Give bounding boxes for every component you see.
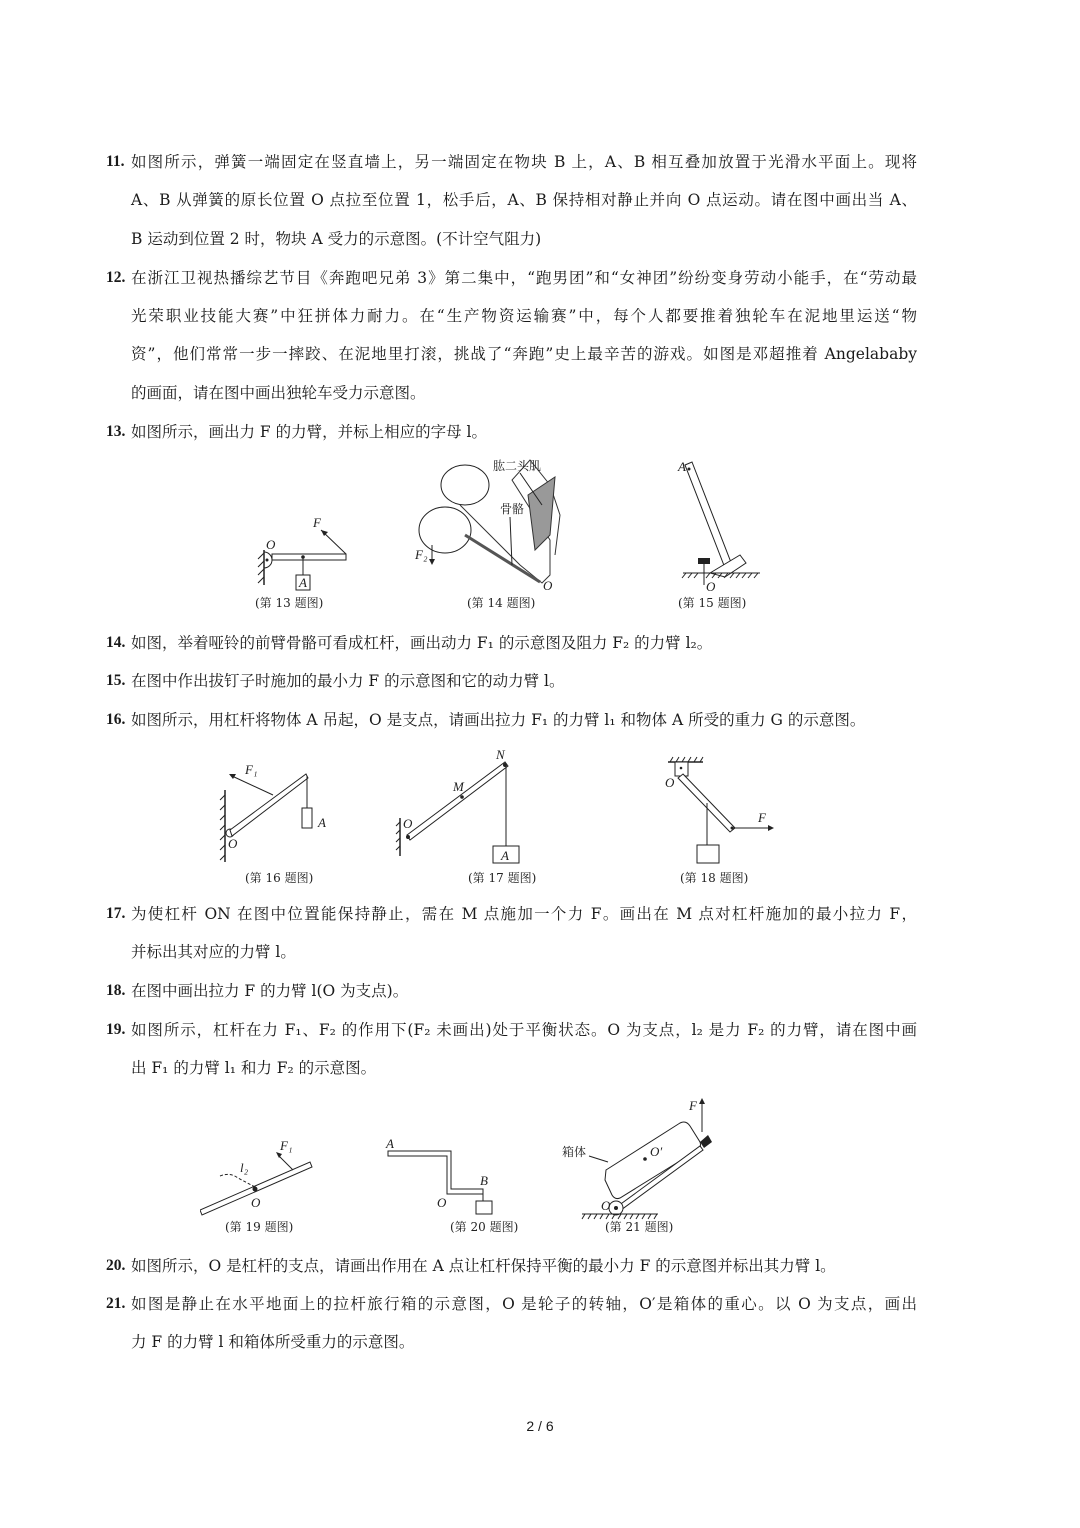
figure-15 (677, 459, 760, 610)
label-F: F (689, 1098, 697, 1113)
label-A: A (299, 575, 307, 590)
question-number: 19. (106, 1021, 126, 1038)
question-text: 在图中作出拔钉子时施加的最小力 F 的示意图和它的动力臂 l。 (131, 672, 565, 690)
label-N: N (496, 747, 505, 762)
question-text: 资”，他们常常一步一摔跤、在泥地里打滚，挑战了“奔跑”史上最辛苦的游戏。如图是邓超推着 Angelababy (131, 345, 917, 363)
question-text: 如图所示，画出力 F 的力臂，并标上相应的字母 l。 (131, 423, 487, 441)
label-F1: F₁ (245, 762, 258, 777)
question-number: 12. (106, 269, 126, 286)
question-number: 15. (106, 672, 126, 689)
question-number: 16. (106, 711, 126, 728)
question-text: B 运动到位置 2 时，物块 A 受力的示意图。(不计空气阻力) (131, 230, 542, 248)
label-O: O (437, 1195, 447, 1210)
label-A: A (678, 459, 686, 474)
question-text: 如图，举着哑铃的前臂骨骼可看成杠杆，画出动力 F₁ 的示意图及阻力 F₂ 的力臂 l₂。 (131, 634, 713, 652)
figure-caption: (第 13 题图) (255, 596, 324, 610)
label-A: A (386, 1136, 394, 1151)
question-number: 11. (106, 153, 125, 170)
question-number: 14. (106, 634, 126, 651)
question-text: A、B 从弹簧的原长位置 O 点拉至位置 1，松手后，A、B 保持相对静止并向 O 点运动。请在图中画出当 A、 (131, 191, 917, 209)
label-O: O (543, 578, 553, 593)
figure-row-19-21 (200, 1090, 840, 1240)
label-O-prime: O′ (650, 1144, 663, 1159)
label-A: A (318, 815, 326, 830)
question-text: 并标出其对应的力臂 l。 (131, 943, 296, 961)
label-A: A (501, 848, 509, 863)
question-text: 出 F₁ 的力臂 l₁ 和力 F₂ 的示意图。 (131, 1059, 377, 1077)
question-text: 如图所示，弹簧一端固定在竖直墙上，另一端固定在物块 B 上，A、B 相互叠加放置于光滑水平面上。现将 (131, 153, 917, 171)
label-F2: F₂ (415, 547, 428, 562)
figure-caption: (第 20 题图) (450, 1220, 519, 1234)
figure-caption: (第 14 题图) (467, 596, 536, 610)
figure-caption: (第 21 题图) (605, 1220, 674, 1234)
label-O: O (228, 836, 238, 851)
figure-21 (562, 1098, 712, 1234)
figure-caption: (第 19 题图) (225, 1220, 294, 1234)
question-text: 如图所示，用杠杆将物体 A 吊起，O 是支点，请画出拉力 F₁ 的力臂 l₁ 和物体 A 所受的重力 G 的示意图。 (131, 711, 866, 729)
figure-row-13-15 (220, 455, 840, 615)
label-F: F (313, 515, 321, 530)
figure-caption: (第 17 题图) (468, 871, 537, 885)
figure-20 (385, 1136, 518, 1234)
label-O: O (665, 775, 675, 790)
label-O: O (251, 1195, 261, 1210)
question-text: 在浙江卫视热播综艺节目《奔跑吧兄弟 3》第二集中，“跑男团”和“女神团”纷纷变身劳动小能手，在“劳动最 (131, 269, 917, 287)
figure-caption: (第 16 题图) (245, 871, 314, 885)
label-O: O (706, 579, 716, 594)
figure-caption: (第 18 题图) (680, 871, 749, 885)
label-B: B (480, 1173, 488, 1188)
question-number: 18. (106, 982, 126, 999)
label-M: M (453, 779, 464, 794)
question-text: 力 F 的力臂 l 和箱体所受重力的示意图。 (131, 1333, 415, 1351)
page-number: 2 / 6 (526, 1418, 554, 1434)
label-box: 箱体 (562, 1145, 587, 1159)
label-O: O (266, 537, 276, 552)
question-text: 在图中画出拉力 F 的力臂 l(O 为支点)。 (131, 982, 409, 1000)
figure-18 (665, 757, 774, 885)
label-O: O (403, 816, 413, 831)
label-l2: l₂ (240, 1160, 249, 1175)
question-number: 21. (106, 1295, 126, 1312)
figure-14 (414, 458, 560, 610)
question-text: 光荣职业技能大赛”中狂拼体力耐力。在“生产物资运输赛”中，每个人都要推着独轮车在泥地里运送“物 (131, 307, 917, 325)
question-text: 如图所示，O 是杠杆的支点，请画出作用在 A 点让杠杆保持平衡的最小力 F 的示意图并标出其力臂 l。 (131, 1257, 836, 1275)
label-O: O (601, 1198, 611, 1213)
question-text: 的画面，请在图中画出独轮车受力示意图。 (131, 384, 426, 402)
figure-19 (200, 1138, 312, 1234)
figure-13 (255, 515, 346, 610)
figure-caption: (第 15 题图) (678, 596, 747, 610)
question-number: 17. (106, 905, 126, 922)
question-text: 为使杠杆 ON 在图中位置能保持静止，需在 M 点施加一个力 F。画出在 M 点对杠杆施加的最小拉力 F， (131, 905, 917, 923)
question-number: 13. (106, 423, 126, 440)
question-number: 20. (106, 1257, 126, 1274)
question-text: 如图所示，杠杆在力 F₁、F₂ 的作用下(F₂ 未画出)处于平衡状态。O 为支点，l₂ 是力 F₂ 的力臂，请在图中画 (131, 1021, 917, 1039)
figure-17 (396, 747, 536, 885)
label-biceps: 肱二头肌 (493, 459, 542, 473)
figure-16 (220, 762, 326, 885)
question-text: 如图是静止在水平地面上的拉杆旅行箱的示意图，O 是轮子的转轴，O′是箱体的重心。以 O 为支点，画出 (131, 1295, 917, 1313)
label-F: F (758, 810, 766, 825)
label-F1: F₁ (280, 1138, 293, 1153)
figure-row-16-18 (200, 740, 820, 890)
label-bone: 骨骼 (500, 502, 525, 516)
